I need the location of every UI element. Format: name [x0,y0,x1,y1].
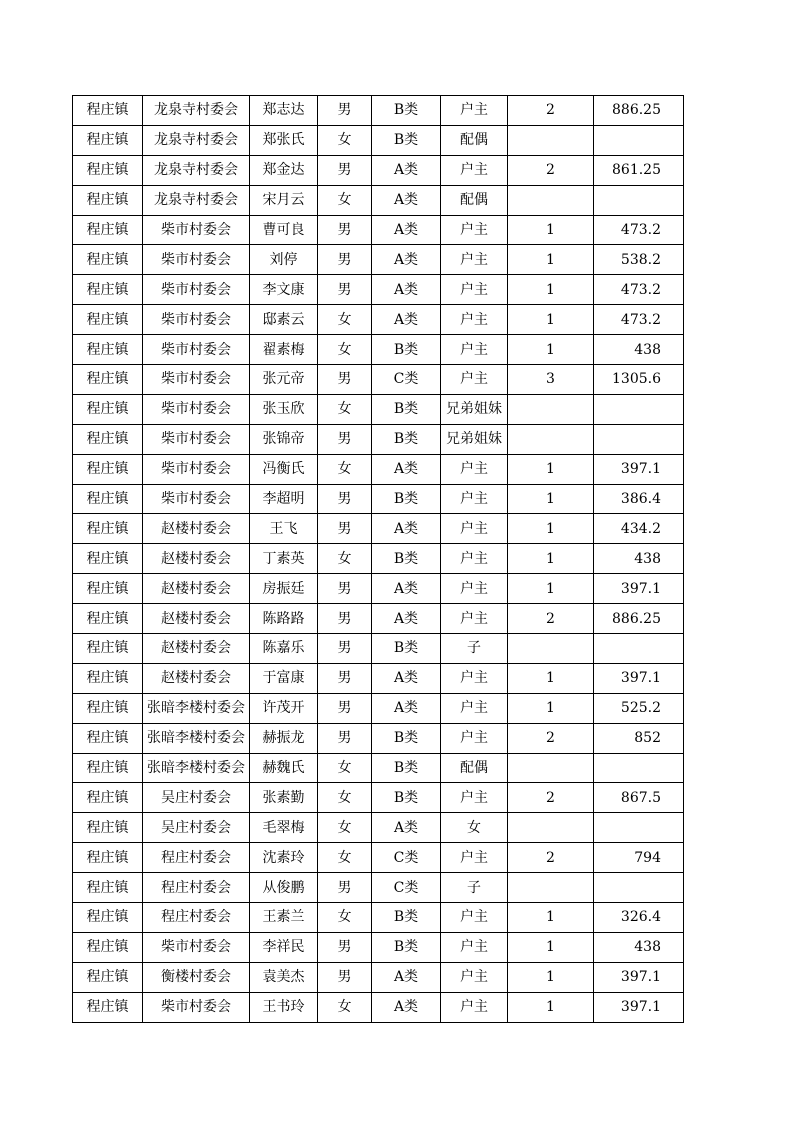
gender-cell: 男 [318,96,372,126]
name-cell: 李超明 [250,484,318,514]
table-row [73,723,684,753]
household-size-cell [508,185,594,215]
amount-cell: 438 [594,544,684,574]
town-cell: 程庄镇 [73,873,143,903]
amount-cell: 473.2 [594,275,684,305]
table-row [73,215,684,245]
name-cell: 陈嘉乐 [250,634,318,664]
household-size-cell: 2 [508,783,594,813]
relation-cell: 户主 [441,365,508,395]
gender-cell: 男 [318,693,372,723]
town-cell: 程庄镇 [73,903,143,933]
amount-cell: 473.2 [594,305,684,335]
amount-cell: 434.2 [594,514,684,544]
household-size-cell: 1 [508,663,594,693]
relation-cell: 兄弟姐妹 [441,424,508,454]
household-size-cell [508,813,594,843]
town-cell: 程庄镇 [73,753,143,783]
village-committee-cell: 柴市村委会 [143,335,250,365]
village-committee-cell: 柴市村委会 [143,245,250,275]
relation-cell: 户主 [441,574,508,604]
town-cell: 程庄镇 [73,125,143,155]
relation-cell: 户主 [441,962,508,992]
town-cell: 程庄镇 [73,335,143,365]
village-committee-cell: 程庄村委会 [143,903,250,933]
table-row [73,544,684,574]
village-committee-cell: 衡楼村委会 [143,962,250,992]
town-cell: 程庄镇 [73,693,143,723]
relation-cell: 子 [441,873,508,903]
household-size-cell: 1 [508,544,594,574]
town-cell: 程庄镇 [73,962,143,992]
household-size-cell: 1 [508,992,594,1022]
amount-cell: 438 [594,932,684,962]
town-cell: 程庄镇 [73,663,143,693]
town-cell: 程庄镇 [73,185,143,215]
table-row [73,155,684,185]
town-cell: 程庄镇 [73,305,143,335]
household-size-cell: 1 [508,275,594,305]
amount-cell [594,873,684,903]
name-cell: 郑张氏 [250,125,318,155]
table-row [73,813,684,843]
amount-cell [594,394,684,424]
amount-cell [594,634,684,664]
category-cell: A类 [372,185,441,215]
gender-cell: 男 [318,962,372,992]
table-row [73,424,684,454]
village-committee-cell: 程庄村委会 [143,873,250,903]
name-cell: 王素兰 [250,903,318,933]
name-cell: 赫魏氏 [250,753,318,783]
name-cell: 张锦帝 [250,424,318,454]
village-committee-cell: 龙泉寺村委会 [143,155,250,185]
name-cell: 于富康 [250,663,318,693]
name-cell: 王飞 [250,514,318,544]
gender-cell: 男 [318,275,372,305]
household-size-cell: 1 [508,574,594,604]
category-cell: C类 [372,873,441,903]
amount-cell: 326.4 [594,903,684,933]
relation-cell: 户主 [441,275,508,305]
table-row [73,275,684,305]
name-cell: 刘停 [250,245,318,275]
relation-cell: 子 [441,634,508,664]
village-committee-cell: 柴市村委会 [143,365,250,395]
relation-cell: 户主 [441,723,508,753]
gender-cell: 女 [318,335,372,365]
household-size-cell: 1 [508,454,594,484]
category-cell: C类 [372,843,441,873]
gender-cell: 女 [318,813,372,843]
household-size-cell: 2 [508,723,594,753]
town-cell: 程庄镇 [73,992,143,1022]
gender-cell: 女 [318,544,372,574]
name-cell: 许茂开 [250,693,318,723]
household-size-cell: 1 [508,335,594,365]
name-cell: 毛翠梅 [250,813,318,843]
category-cell: B类 [372,484,441,514]
village-committee-cell: 柴市村委会 [143,932,250,962]
category-cell: C类 [372,365,441,395]
table-row [73,604,684,634]
town-cell: 程庄镇 [73,365,143,395]
household-size-cell [508,634,594,664]
amount-cell: 794 [594,843,684,873]
table-row [73,514,684,544]
table-row [73,693,684,723]
household-size-cell: 1 [508,305,594,335]
relation-cell: 户主 [441,155,508,185]
town-cell: 程庄镇 [73,932,143,962]
relation-cell: 户主 [441,514,508,544]
name-cell: 沈素玲 [250,843,318,873]
village-committee-cell: 柴市村委会 [143,484,250,514]
household-size-cell: 2 [508,604,594,634]
household-size-cell [508,753,594,783]
name-cell: 郑金达 [250,155,318,185]
gender-cell: 女 [318,454,372,484]
amount-cell [594,424,684,454]
household-size-cell: 1 [508,484,594,514]
category-cell: B类 [372,932,441,962]
amount-cell [594,813,684,843]
amount-cell [594,125,684,155]
category-cell: B类 [372,96,441,126]
category-cell: B类 [372,125,441,155]
name-cell: 丁素英 [250,544,318,574]
name-cell: 房振廷 [250,574,318,604]
village-committee-cell: 吴庄村委会 [143,813,250,843]
table-row [73,992,684,1022]
table-row [73,335,684,365]
amount-cell: 867.5 [594,783,684,813]
relation-cell: 户主 [441,992,508,1022]
relation-cell: 户主 [441,335,508,365]
amount-cell: 1305.6 [594,365,684,395]
village-committee-cell: 柴市村委会 [143,424,250,454]
category-cell: A类 [372,604,441,634]
village-committee-cell: 柴市村委会 [143,454,250,484]
village-committee-cell: 张暗李楼村委会 [143,723,250,753]
table-row [73,484,684,514]
village-committee-cell: 龙泉寺村委会 [143,125,250,155]
gender-cell: 女 [318,305,372,335]
gender-cell: 男 [318,574,372,604]
gender-cell: 男 [318,155,372,185]
village-committee-cell: 柴市村委会 [143,215,250,245]
category-cell: B类 [372,903,441,933]
name-cell: 张素勤 [250,783,318,813]
household-size-cell: 1 [508,932,594,962]
relation-cell: 户主 [441,544,508,574]
table-row [73,245,684,275]
category-cell: A类 [372,245,441,275]
name-cell: 曹可良 [250,215,318,245]
table-row [73,365,684,395]
relation-cell: 户主 [441,783,508,813]
gender-cell: 男 [318,424,372,454]
category-cell: A类 [372,514,441,544]
household-size-cell: 3 [508,365,594,395]
gender-cell: 女 [318,185,372,215]
amount-cell [594,753,684,783]
category-cell: A类 [372,215,441,245]
household-size-cell: 2 [508,843,594,873]
amount-cell: 386.4 [594,484,684,514]
gender-cell: 男 [318,604,372,634]
town-cell: 程庄镇 [73,634,143,664]
amount-cell: 473.2 [594,215,684,245]
amount-cell: 886.25 [594,96,684,126]
town-cell: 程庄镇 [73,783,143,813]
table-row [73,574,684,604]
household-size-cell [508,424,594,454]
relation-cell: 户主 [441,843,508,873]
gender-cell: 女 [318,992,372,1022]
gender-cell: 男 [318,484,372,514]
relation-cell: 户主 [441,215,508,245]
relation-cell: 户主 [441,932,508,962]
name-cell: 从俊鹏 [250,873,318,903]
category-cell: A类 [372,813,441,843]
table-row [73,394,684,424]
table-body [73,96,684,1023]
table-row [73,843,684,873]
gender-cell: 男 [318,215,372,245]
town-cell: 程庄镇 [73,574,143,604]
amount-cell: 438 [594,335,684,365]
name-cell: 邸素云 [250,305,318,335]
category-cell: A类 [372,155,441,185]
category-cell: B类 [372,634,441,664]
village-committee-cell: 程庄村委会 [143,843,250,873]
table-row [73,454,684,484]
amount-cell: 397.1 [594,454,684,484]
amount-cell: 525.2 [594,693,684,723]
table-row [73,932,684,962]
category-cell: A类 [372,992,441,1022]
household-size-cell: 2 [508,155,594,185]
village-committee-cell: 赵楼村委会 [143,544,250,574]
table-row [73,783,684,813]
town-cell: 程庄镇 [73,215,143,245]
relation-cell: 兄弟姐妹 [441,394,508,424]
household-size-cell: 1 [508,693,594,723]
relation-cell: 配偶 [441,185,508,215]
household-size-cell: 1 [508,962,594,992]
gender-cell: 男 [318,663,372,693]
relation-cell: 户主 [441,604,508,634]
town-cell: 程庄镇 [73,484,143,514]
relation-cell: 户主 [441,903,508,933]
name-cell: 李祥民 [250,932,318,962]
table-row [73,753,684,783]
gender-cell: 男 [318,723,372,753]
name-cell: 宋月云 [250,185,318,215]
gender-cell: 男 [318,365,372,395]
gender-cell: 女 [318,753,372,783]
name-cell: 袁美杰 [250,962,318,992]
category-cell: B类 [372,335,441,365]
name-cell: 冯衡氏 [250,454,318,484]
village-committee-cell: 赵楼村委会 [143,634,250,664]
gender-cell: 女 [318,394,372,424]
town-cell: 程庄镇 [73,155,143,185]
household-table [72,95,684,1023]
village-committee-cell: 柴市村委会 [143,305,250,335]
name-cell: 王书玲 [250,992,318,1022]
town-cell: 程庄镇 [73,424,143,454]
household-size-cell [508,873,594,903]
household-size-cell: 1 [508,245,594,275]
relation-cell: 户主 [441,96,508,126]
relation-cell: 户主 [441,454,508,484]
category-cell: A类 [372,305,441,335]
amount-cell: 886.25 [594,604,684,634]
village-committee-cell: 吴庄村委会 [143,783,250,813]
gender-cell: 男 [318,245,372,275]
town-cell: 程庄镇 [73,454,143,484]
table-row [73,125,684,155]
category-cell: B类 [372,544,441,574]
amount-cell: 538.2 [594,245,684,275]
village-committee-cell: 柴市村委会 [143,394,250,424]
category-cell: B类 [372,424,441,454]
gender-cell: 男 [318,873,372,903]
gender-cell: 男 [318,514,372,544]
relation-cell: 配偶 [441,753,508,783]
town-cell: 程庄镇 [73,514,143,544]
category-cell: A类 [372,693,441,723]
relation-cell: 户主 [441,484,508,514]
household-size-cell: 2 [508,96,594,126]
town-cell: 程庄镇 [73,604,143,634]
category-cell: B类 [372,723,441,753]
table-row [73,305,684,335]
category-cell: A类 [372,275,441,305]
household-size-cell: 1 [508,215,594,245]
town-cell: 程庄镇 [73,394,143,424]
gender-cell: 女 [318,843,372,873]
amount-cell: 397.1 [594,992,684,1022]
gender-cell: 女 [318,783,372,813]
amount-cell: 861.25 [594,155,684,185]
household-size-cell [508,125,594,155]
table-row [73,903,684,933]
table-row [73,873,684,903]
gender-cell: 男 [318,932,372,962]
category-cell: A类 [372,454,441,484]
amount-cell [594,185,684,215]
town-cell: 程庄镇 [73,813,143,843]
gender-cell: 女 [318,903,372,933]
name-cell: 张玉欣 [250,394,318,424]
name-cell: 陈路路 [250,604,318,634]
amount-cell: 852 [594,723,684,753]
table-row [73,634,684,664]
category-cell: A类 [372,574,441,604]
name-cell: 翟素梅 [250,335,318,365]
village-committee-cell: 龙泉寺村委会 [143,185,250,215]
category-cell: B类 [372,394,441,424]
amount-cell: 397.1 [594,962,684,992]
relation-cell: 户主 [441,693,508,723]
village-committee-cell: 柴市村委会 [143,992,250,1022]
household-size-cell: 1 [508,903,594,933]
relation-cell: 户主 [441,663,508,693]
name-cell: 李文康 [250,275,318,305]
name-cell: 张元帝 [250,365,318,395]
town-cell: 程庄镇 [73,544,143,574]
village-committee-cell: 龙泉寺村委会 [143,96,250,126]
village-committee-cell: 张暗李楼村委会 [143,693,250,723]
name-cell: 郑志达 [250,96,318,126]
table-row [73,185,684,215]
village-committee-cell: 赵楼村委会 [143,574,250,604]
town-cell: 程庄镇 [73,245,143,275]
category-cell: B类 [372,783,441,813]
amount-cell: 397.1 [594,663,684,693]
town-cell: 程庄镇 [73,96,143,126]
relation-cell: 户主 [441,245,508,275]
village-committee-cell: 赵楼村委会 [143,604,250,634]
village-committee-cell: 柴市村委会 [143,275,250,305]
household-size-cell [508,394,594,424]
table-row [73,962,684,992]
village-committee-cell: 赵楼村委会 [143,663,250,693]
gender-cell: 女 [318,125,372,155]
village-committee-cell: 张暗李楼村委会 [143,753,250,783]
relation-cell: 户主 [441,305,508,335]
category-cell: A类 [372,962,441,992]
relation-cell: 配偶 [441,125,508,155]
town-cell: 程庄镇 [73,843,143,873]
category-cell: A类 [372,663,441,693]
table-row [73,96,684,126]
table-row [73,663,684,693]
town-cell: 程庄镇 [73,275,143,305]
category-cell: B类 [372,753,441,783]
town-cell: 程庄镇 [73,723,143,753]
name-cell: 赫振龙 [250,723,318,753]
amount-cell: 397.1 [594,574,684,604]
relation-cell: 女 [441,813,508,843]
household-size-cell: 1 [508,514,594,544]
gender-cell: 男 [318,634,372,664]
village-committee-cell: 赵楼村委会 [143,514,250,544]
